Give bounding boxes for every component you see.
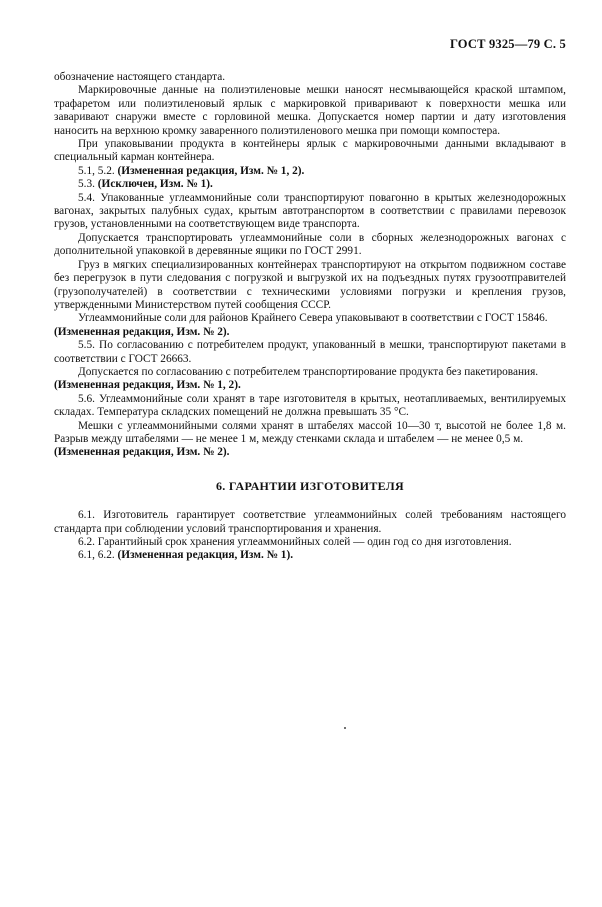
paragraph-far-north: Углеаммонийные соли для районов Крайнего Севера упаковывают в соответствии с ГОСТ 15846. [78, 312, 548, 325]
paragraph-5-1-5-2 [54, 165, 566, 178]
paragraph-rail-wagons: Допускается транспортировать углеаммонийные соли в сборных железнодорожных вагонах с дополнительной упаковкой в деревянные ящики по ГОСТ 2991. [54, 231, 566, 258]
document-body [54, 71, 566, 563]
page-header: ГОСТ 9325—79 С. 5 [449, 37, 566, 51]
clause-number: 6.1, 6.2. [78, 549, 118, 562]
paragraph-soft-containers: Груз в мягких специализированных контейнерах транспортируют на открытом подвижном составе без перегрузок в пути следования с погрузкой и выгрузкой их на подъездных путях грузоотправителей (грузополучателей) в соответствии с техническими условиями погрузки и крепления грузов, утвержденными Министерством путей сообщения СССР. [54, 258, 566, 311]
clause-number: 5.1, 5.2. [78, 164, 118, 177]
paragraph-6-1-6-2 [54, 549, 566, 562]
scan-speck [344, 727, 346, 729]
amendment-note: (Измененная редакция, Изм. № 1). [117, 549, 294, 562]
section-title: 6. ГАРАНТИИ ИЗГОТОВИТЕЛЯ [216, 478, 404, 493]
amendment-note: (Измененная редакция, Изм. № 1, 2). [117, 164, 305, 177]
clause-number: 5.3. [78, 178, 98, 191]
paragraph-5-6: 5.6. Углеаммонийные соли хранят в таре изготовителя в крытых, неотапливаемых, вентилируемых складах. Температура складских помещений не должна превышать 35 °С. [54, 392, 566, 419]
paragraph-5-5: 5.5. По согласованию с потребителем продукт, упакованный в мешки, транспортируют пакетами в соответствии с ГОСТ 26663. [54, 339, 566, 365]
paragraph-continuation: обозначение настоящего стандарта. [54, 71, 226, 83]
paragraph-stacking: Мешки с углеаммонийными солями хранят в штабелях массой 10—30 т, высотой не более 1,8 м. Разрыв между штабелями — не менее 1 м, между стенками склада и штабелем — не менее 0,5 м. [54, 419, 566, 445]
paragraph-6-1: 6.1. Изготовитель гарантирует соответствие углеаммонийных солей требованиям настоящего стандарта при соблюдении условий транспортирования и хранения. [54, 509, 566, 535]
paragraph-container-label: При упаковывании продукта в контейнеры ярлык с маркировочными данными вкладывают в специальный карман контейнера. [54, 138, 566, 164]
excluded-note: (Исключен, Изм. № 1). [97, 178, 213, 191]
paragraph-6-2: 6.2. Гарантийный срок хранения углеаммонийных солей — один год со дня изготовления. [78, 536, 512, 548]
paragraph-marking: Маркировочные данные на полиэтиленовые мешки наносят несмывающейся краской штампом, трафаретом или полиэтиленовый ярлык с маркировкой приваривают к поверхности мешка или заваривают снаружи вместе с горловиной мешка. Допускается номер партии и дату изготовления наносить на верхнюю кромку заваренного полиэтиленового мешка при помощи компостера. [54, 84, 566, 137]
amendment-note: (Измененная редакция, Изм. № 2). [54, 325, 230, 338]
paragraph-no-palletizing: Допускается по согласованию с потребителем транспортирование продукта без пакетирования. [78, 365, 539, 378]
paragraph-5-4: 5.4. Упакованные углеаммонийные соли транспортируют повагонно в крытых железнодорожных вагонах, закрытых палубных судах, крытым автотранспортом в соответствии с правилами перевозок грузов, установленными на соответствующем виде транспорта. [54, 191, 566, 231]
amendment-note: (Измененная редакция, Изм. № 2). [54, 446, 230, 459]
paragraph-5-3 [54, 178, 566, 191]
amendment-note: (Измененная редакция, Изм. № 1, 2). [54, 379, 241, 392]
